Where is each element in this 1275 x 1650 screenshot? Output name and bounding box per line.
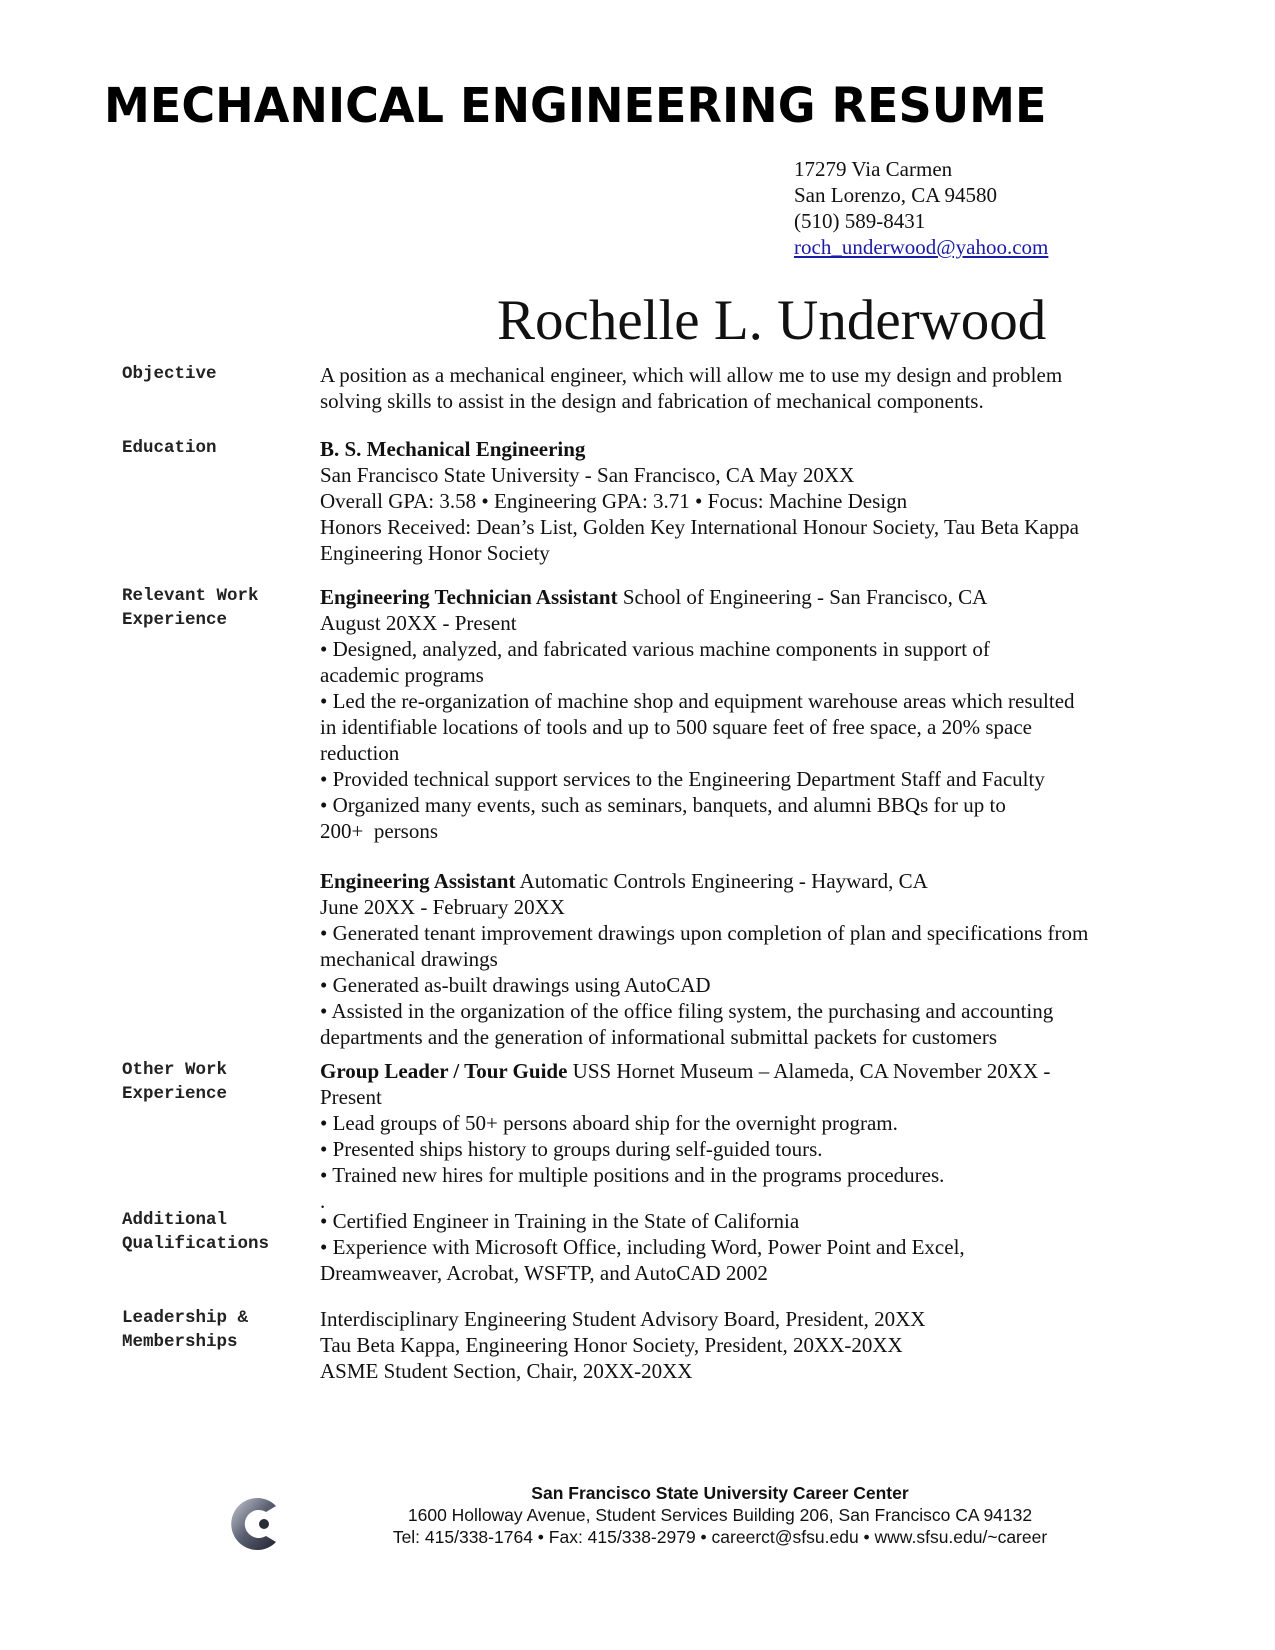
text-line: Overall GPA: 3.58 • Engineering GPA: 3.71 • Focus: Machine Design [320,489,908,513]
spacer [320,844,1180,868]
contact-city: San Lorenzo, CA 94580 [794,183,997,207]
section-label-other-work: Other Work Experience [122,1060,228,1104]
job-employer: Automatic Controls Engineering - Hayward, CA [515,869,928,893]
text-line: . [320,1189,326,1213]
text-line: • Trained new hires for multiple positions and in the programs procedures. [320,1163,945,1187]
text-line: Interdisciplinary Engineering Student Advisory Board, President, 20XX [320,1307,926,1331]
text-line: San Francisco State University - San Francisco, CA May 20XX [320,463,855,487]
text-line: • Organized many events, such as seminars, banquets, and alumni BBQs for up to [320,793,1006,817]
additional-content [320,1208,1180,1286]
text-line: academic programs [320,663,484,687]
text-line: A position as a mechanical engineer, which will allow me to use my design and problem [320,363,1063,387]
text-line: 200+ persons [320,819,439,843]
objective-content [320,362,1180,414]
text-line: August 20XX - Present [320,611,517,635]
applicant-name: Rochelle L. Underwood [497,289,1047,352]
text-line: • Lead groups of 50+ persons aboard ship for the overnight program. [320,1111,898,1135]
text-line: Present [320,1085,382,1109]
contact-block [794,156,1048,260]
text-line: June 20XX - February 20XX [320,895,565,919]
job-title: Engineering Assistant [320,869,516,893]
text-line: • Generated as-built drawings using AutoCAD [320,973,711,997]
section-label-education: Education [122,438,217,458]
degree-line [320,436,1180,462]
section-label-objective: Objective [122,364,217,384]
text-line: mechanical drawings [320,947,498,971]
contact-phone: (510) 589-8431 [794,209,926,233]
job-title: Group Leader / Tour Guide [320,1059,568,1083]
text-line: • Led the re-organization of machine shop and equipment warehouse areas which resulted [320,689,1075,713]
footer-contact: Tel: 415/338-1764 • Fax: 415/338-2979 • careerct@sfsu.edu • www.sfsu.edu/~career [392,1527,1048,1547]
text-line: • Generated tenant improvement drawings upon completion of plan and specifications from [320,921,1089,945]
text-line: • Certified Engineer in Training in the State of California [320,1209,800,1233]
text-line: • Experience with Microsoft Office, including Word, Power Point and Excel, [320,1235,965,1259]
leadership-content [320,1306,1180,1384]
text-line: Engineering Honor Society [320,541,550,565]
job-title: Engineering Technician Assistant [320,585,618,609]
relevant-work-content [320,584,1180,1050]
other-work-content [320,1058,1180,1214]
text-line: • Presented ships history to groups during self-guided tours. [320,1137,823,1161]
text-line: ASME Student Section, Chair, 20XX-20XX [320,1359,693,1383]
section-label-relevant-work: Relevant Work Experience [122,586,259,630]
job-heading [320,584,1180,610]
text-line: • Assisted in the organization of the office filing system, the purchasing and accounting [320,999,1054,1023]
document-title: MECHANICAL ENGINEERING RESUME [104,78,1047,134]
text-line: Honors Received: Dean’s List, Golden Key International Honour Society, Tau Beta Kappa [320,515,1079,539]
text-line: solving skills to assist in the design and fabrication of mechanical components. [320,389,984,413]
section-label-leadership: Leadership & Memberships [122,1308,249,1352]
footer-address: 1600 Holloway Avenue, Student Services Building 206, San Francisco CA 94132 [407,1505,1033,1525]
contact-street: 17279 Via Carmen [794,157,953,181]
degree-title: B. S. Mechanical Engineering [320,437,586,461]
text-line: reduction [320,741,400,765]
text-line: • Designed, analyzed, and fabricated various machine components in support of [320,637,990,661]
text-line: Tau Beta Kappa, Engineering Honor Society, President, 20XX-20XX [320,1333,903,1357]
text-line: Dreamweaver, Acrobat, WSFTP, and AutoCAD 2002 [320,1261,768,1285]
education-content [320,436,1180,566]
job-employer: School of Engineering - San Francisco, CA [617,585,988,609]
section-label-additional: Additional Qualifications [122,1210,270,1254]
text-line: in identifiable locations of tools and up to 500 square feet of free space, a 20% space [320,715,1033,739]
footer-org-name [270,1482,1170,1504]
footer-org: San Francisco State University Career Center [531,1483,909,1503]
text-line: • Provided technical support services to the Engineering Department Staff and Faculty [320,767,1045,791]
job-heading [320,868,1180,894]
job-employer: USS Hornet Museum – Alameda, CA November 20XX - [567,1059,1051,1083]
text-line: departments and the generation of informational submittal packets for customers [320,1025,998,1049]
contact-email-link[interactable]: roch_underwood@yahoo.com [794,235,1049,259]
job-heading [320,1058,1180,1084]
